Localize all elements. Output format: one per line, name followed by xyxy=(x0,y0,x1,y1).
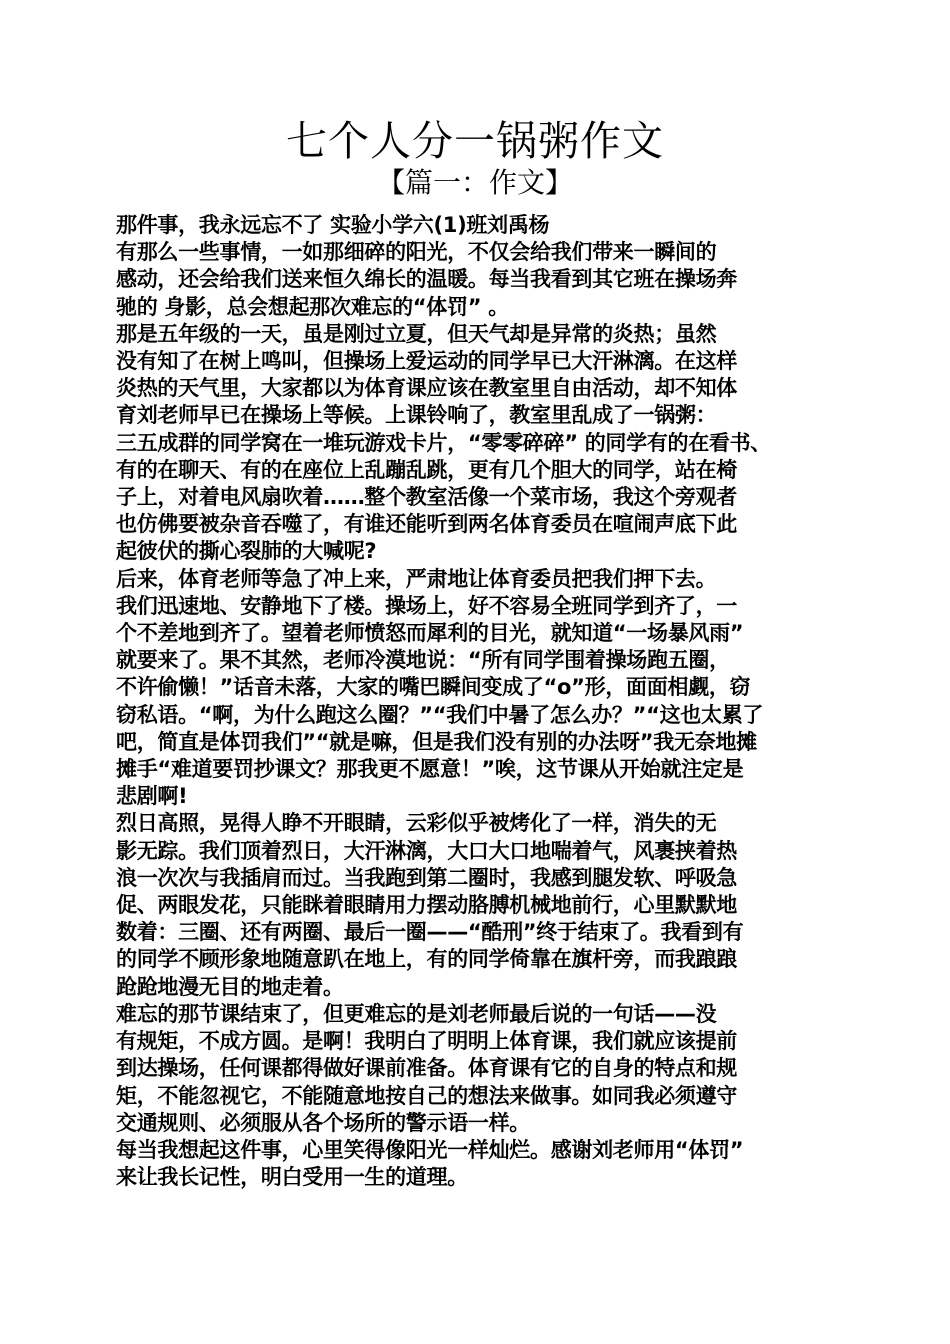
body-text-line: 促、两眼发花，只能眯着眼睛用力摆动胳膊机械地前行，心里默默地 xyxy=(116,893,737,918)
body-text-line: 烈日高照，晃得人睁不开眼睛，云彩似乎被烤化了一样，消失的无 xyxy=(116,811,717,836)
document-title: 七个人分一锅粥作文 xyxy=(286,117,664,165)
body-text-line: 有的在聊天、有的在座位上乱蹦乱跳，更有几个胆大的同学，站在椅 xyxy=(116,457,737,482)
body-text-line: 吧，简直是体罚我们”“就是嘛，但是我们没有别的办法呀”我无奈地摊 xyxy=(116,729,757,754)
body-text-line: 有那么一些事情，一如那细碎的阳光，不仅会给我们带来一瞬间的 xyxy=(116,240,717,265)
body-text-line: 每当我想起这件事，心里笑得像阳光一样灿烂。感谢刘老师用“体罚” xyxy=(116,1137,744,1162)
body-text-line: 育刘老师早已在操场上等候。上课铃响了，教室里乱成了一锅粥： xyxy=(116,403,717,428)
body-text-line: 数着：三圈、还有两圈、最后一圈——“酷刑”终于结束了。我看到有 xyxy=(116,920,744,945)
body-text-line: 交通规则、必须服从各个场所的警示语一样。 xyxy=(116,1110,530,1135)
body-text-line: 驰的 身影，总会想起那次难忘的“体罚” 。 xyxy=(116,294,509,319)
body-text-line: 三五成群的同学窝在一堆玩游戏卡片，“零零碎碎” 的同学有的在看书、 xyxy=(116,430,772,455)
body-text-line: 影无踪。我们顶着烈日，大汗淋漓，大口大口地喘着气，风裹挟着热 xyxy=(116,838,737,863)
body-text-line: 个不差地到齐了。望着老师愤怒而犀利的目光，就知道“一场暴风雨” xyxy=(116,621,744,646)
body-text-line: 浪一次次与我插肩而过。当我跑到第二圈时，我感到腿发软、呼吸急 xyxy=(116,865,737,890)
body-text-line: 来让我长记性，明白受用一生的道理。 xyxy=(116,1165,468,1190)
body-text-line: 到达操场，任何课都得做好课前准备。体育课有它的自身的特点和规 xyxy=(116,1056,737,1081)
body-text-line: 我们迅速地、安静地下了楼。操场上，好不容易全班同学到齐了，一 xyxy=(116,593,737,618)
body-text-line: 有规矩，不成方圆。是啊！我明白了明明上体育课，我们就应该提前 xyxy=(116,1029,737,1054)
body-text-line: 那是五年级的一天，虽是刚过立夏，但天气却是异常的炎热；虽然 xyxy=(116,321,717,346)
body-text-line: 不许偷懒！”话音未落，大家的嘴巴瞬间变成了“o”形，面面相觑，窃 xyxy=(116,675,751,700)
body-text-line: 也仿佛要被杂音吞噬了，有谁还能听到两名体育委员在喧闹声底下此 xyxy=(116,512,737,537)
body-text-line: 矩，不能忽视它，不能随意地按自己的想法来做事。如同我必须遵守 xyxy=(116,1083,737,1108)
body-text-line: 难忘的那节课结束了，但更难忘的是刘老师最后说的一句话——没 xyxy=(116,1001,717,1026)
body-text-line: 后来，体育老师等急了冲上来，严肃地让体育委员把我们押下去。 xyxy=(116,566,717,591)
body-text-line: 摊手“难道要罚抄课文？那我更不愿意！”唉，这节课从开始就注定是 xyxy=(116,757,744,782)
body-text-line: 子上，对着电风扇吹着……整个教室活像一个菜市场，我这个旁观者 xyxy=(116,485,737,510)
body-text-line: 的同学不顾形象地随意趴在地上，有的同学倚靠在旗杆旁，而我踉踉 xyxy=(116,947,737,972)
body-text-line: 那件事，我永远忘不了 实验小学六(1)班刘禹杨 xyxy=(116,213,550,237)
body-text-line: 悲剧啊! xyxy=(116,784,188,809)
body-text-line: 感动，还会给我们送来恒久绵长的温暖。每当我看到其它班在操场奔 xyxy=(116,267,737,292)
document-body xyxy=(116,212,842,1191)
document-subtitle: 【篇一：作文】 xyxy=(376,166,573,199)
body-text-line: 炎热的天气里，大家都以为体育课应该在教室里自由活动，却不知体 xyxy=(116,376,737,401)
body-text-line: 起彼伏的撕心裂肺的大喊呢? xyxy=(116,539,377,564)
body-text-line: 窃私语。“啊，为什么跑这么圈？”“我们中暑了怎么办？”“这也太累了 xyxy=(116,702,764,727)
body-text-line: 没有知了在树上鸣叫，但操场上爱运动的同学早已大汗淋漓。在这样 xyxy=(116,349,737,374)
body-text-line: 跄跄地漫无目的地走着。 xyxy=(116,974,344,999)
body-text-line: 就要来了。果不其然，老师冷漠地说：“所有同学围着操场跑五圈， xyxy=(116,648,730,673)
